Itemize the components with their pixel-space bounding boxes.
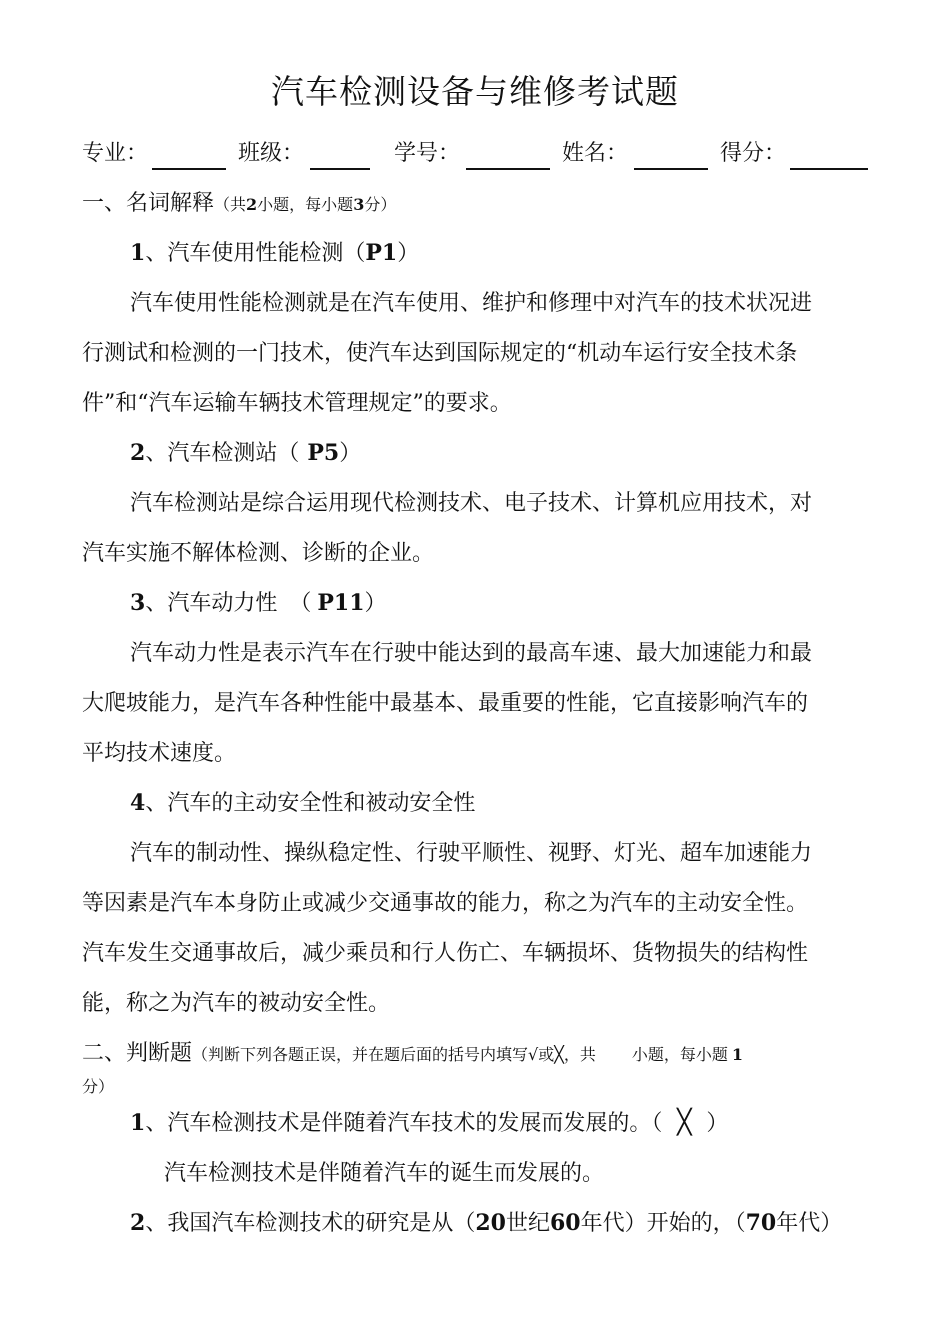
term4-line1: 汽车的制动性、操纵稳定性、行驶平顺性、视野、灯光、超车加速能力 <box>130 841 813 866</box>
major-label: 专业： <box>82 141 149 166</box>
term2-title: 2、汽车检测站（ P5） <box>130 440 362 466</box>
tf-question-1: 1、汽车检测技术是伴随着汽车技术的发展而发展的。（ ╳ ） <box>130 1108 729 1136</box>
term4-line3: 汽车发生交通事故后，减少乘员和行人伤亡、车辆损坏、货物损失的结构性 <box>82 941 809 966</box>
term3-title: 3、汽车动力性 （ P11） <box>130 590 387 616</box>
class-blank[interactable] <box>310 168 370 170</box>
name-label: 姓名： <box>562 141 629 166</box>
term4-title: 4、汽车的主动安全性和被动安全性 <box>130 790 476 816</box>
score-blank[interactable] <box>790 168 868 170</box>
score-label: 得分： <box>720 141 787 166</box>
term3-line2: 大爬坡能力，是汽车各种性能中最基本、最重要的性能，它直接影响汽车的 <box>82 691 809 716</box>
student-id-blank[interactable] <box>466 168 550 170</box>
term1-title: 1、汽车使用性能检测（P1） <box>130 240 420 266</box>
term3-line1: 汽车动力性是表示汽车在行驶中能达到的最高车速、最大加速能力和最 <box>130 641 813 666</box>
major-blank[interactable] <box>152 168 226 170</box>
page-title: 汽车检测设备与维修考试题 <box>271 72 679 111</box>
term1-line1: 汽车使用性能检测就是在汽车使用、维护和修理中对汽车的技术状况进 <box>130 291 813 316</box>
section2-heading-cont: 分） <box>82 1077 115 1096</box>
student-id-label: 学号： <box>394 141 461 166</box>
tf-question-2: 2、我国汽车检测技术的研究是从（20世纪60年代）开始的，（70年代） <box>130 1210 843 1236</box>
term2-line2: 汽车实施不解体检测、诊断的企业。 <box>82 541 435 566</box>
term1-line3: 件”和“汽车运输车辆技术管理规定”的要求。 <box>82 391 512 416</box>
answer-mark: ╳ <box>677 1108 692 1136</box>
class-label: 班级： <box>238 141 305 166</box>
section1-heading: 一、名词解释（共2小题，每小题3分） <box>82 191 397 216</box>
term3-line3: 平均技术速度。 <box>82 741 237 766</box>
tf-question-1-correction: 汽车检测技术是伴随着汽车的诞生而发展的。 <box>164 1161 605 1186</box>
student-info-row <box>82 136 872 172</box>
term4-line2: 等因素是汽车本身防止或减少交通事故的能力，称之为汽车的主动安全性。 <box>82 891 809 916</box>
term4-line4: 能，称之为汽车的被动安全性。 <box>82 991 391 1016</box>
section2-heading: 二、判断题（判断下列各题正误，并在题后面的括号内填写√或╳，共 小题，每小题 1 <box>82 1041 744 1066</box>
term1-line2: 行测试和检测的一门技术，使汽车达到国际规定的“机动车运行安全技术条 <box>82 341 798 366</box>
term2-line1: 汽车检测站是综合运用现代检测技术、电子技术、计算机应用技术，对 <box>130 491 813 516</box>
name-blank[interactable] <box>634 168 708 170</box>
